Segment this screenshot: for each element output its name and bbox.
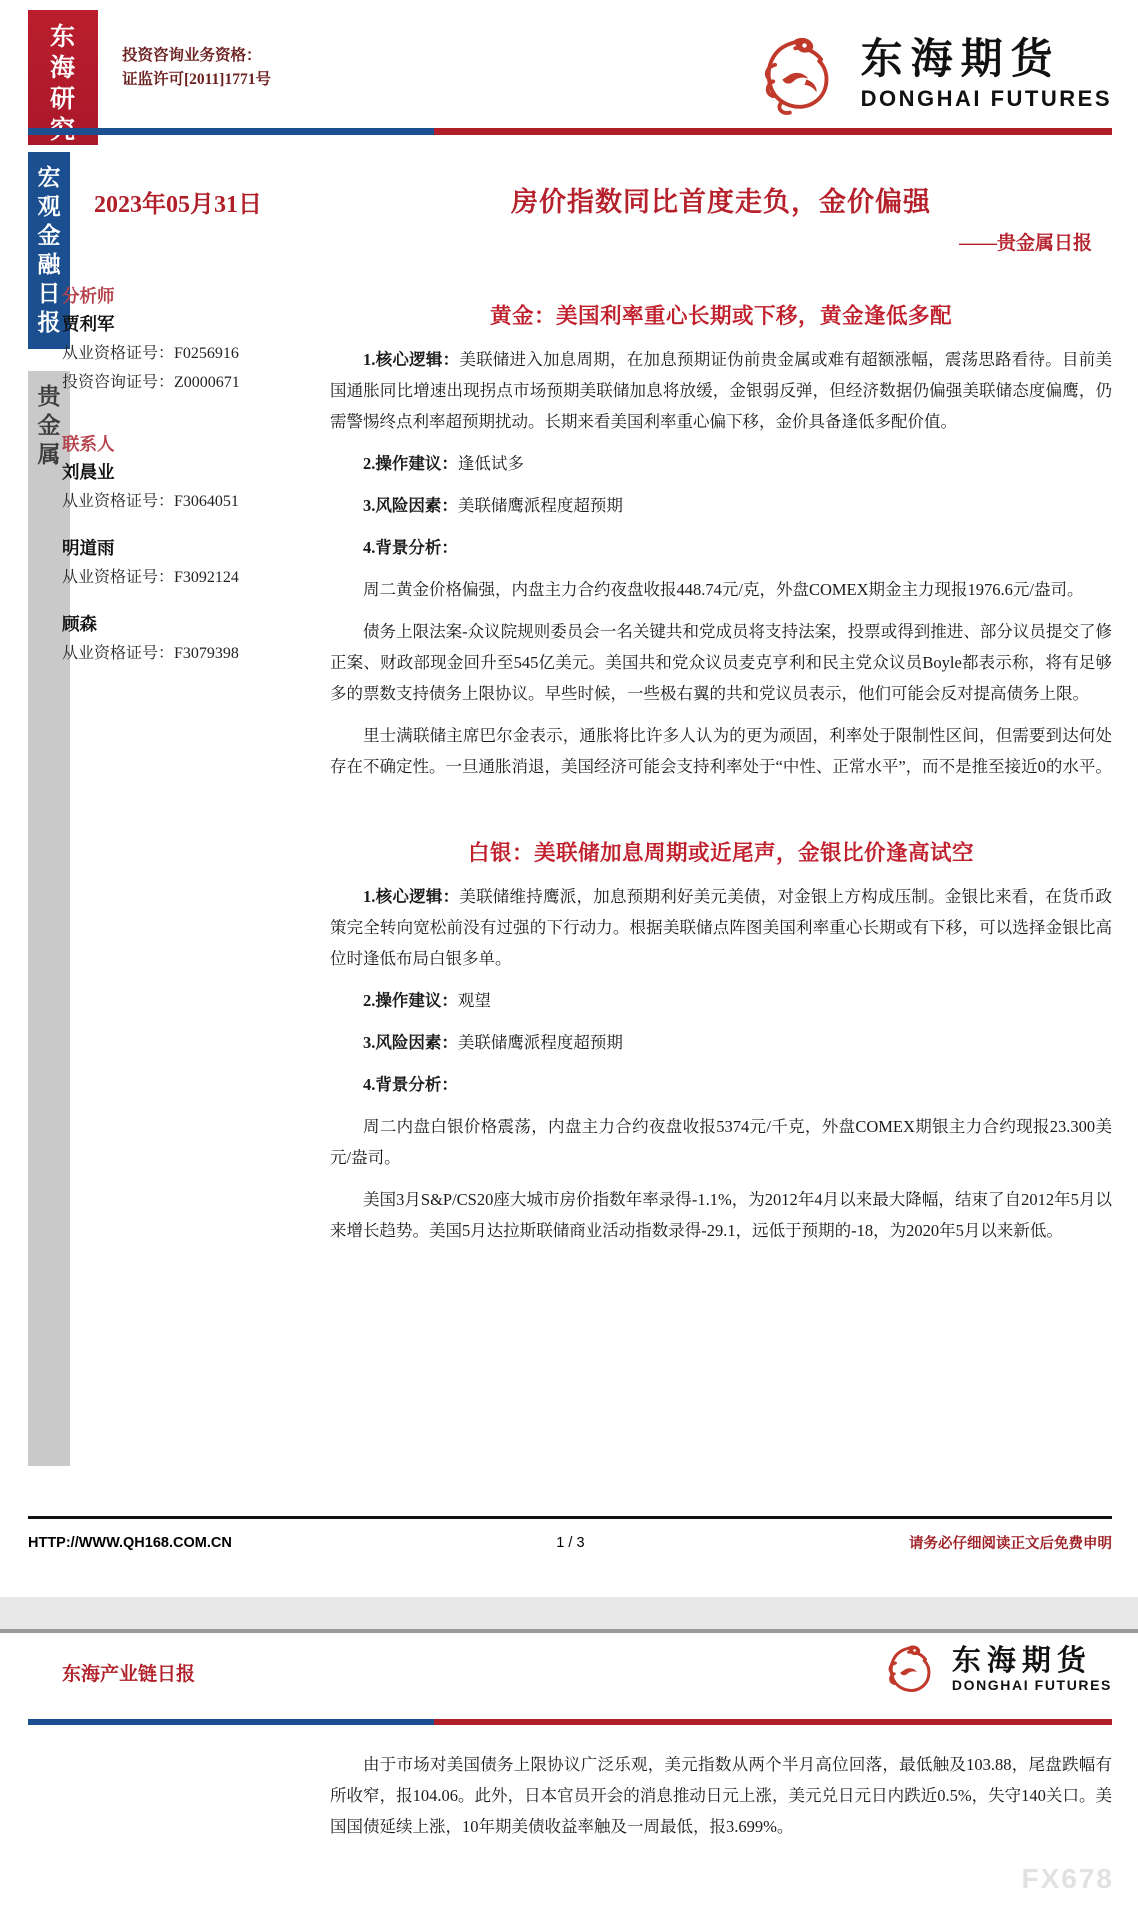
contact-cert-2: 从业资格证号：F3092124 <box>62 569 239 586</box>
silver-paragraph-1 <box>330 881 1112 974</box>
contact-name-1: 刘晨业 <box>62 462 115 482</box>
silver-label-operation: 2.操作建议： <box>363 991 458 1010</box>
silver-text-operation: 观望 <box>457 991 491 1010</box>
dragon-logo-icon-small <box>880 1639 942 1699</box>
gold-paragraph-3 <box>330 490 1112 521</box>
rule-blue <box>28 128 434 135</box>
gold-label-risk: 3.风险因素： <box>363 496 458 515</box>
gold-text-core-logic: 美联储进入加息周期，在加息预期证伪前贵金属或难有超额涨幅，震荡思路看待。目前美国通胀同比增速出现拐点市场预期美联储加息将放缓，金银弱反弹，但经济数据仍偏强美联储态度偏鹰，仍需警惕终点利率超预期扰动。长期来看美国利率重心偏下移，金价具备逢低多配价值。 <box>330 350 1113 431</box>
contact-name-3: 顾森 <box>62 614 97 634</box>
qualification-block <box>122 44 271 92</box>
contacts-group <box>62 431 312 668</box>
dragon-logo-icon <box>751 28 847 120</box>
rail-blue-char-3: 金 <box>37 223 61 248</box>
contact-person-2 <box>62 534 312 592</box>
qualification-line-1: 投资咨询业务资格： <box>122 47 262 64</box>
page2-header-rules <box>0 1719 1138 1729</box>
gold-label-background: 4.背景分析： <box>363 538 458 557</box>
silver-text-core-logic: 美联储维持鹰派，加息预期利好美元美债，对金银上方构成压制。金银比来看，在货币政策完全转向宽松前没有过强的下行动力。根据美联储点阵图美国利率重心长期或有下移，可以选择金银比高位时逢低布局白银多单。 <box>330 887 1113 968</box>
silver-label-risk: 3.风险因素： <box>363 1033 458 1052</box>
page2-brand-lockup <box>880 1639 1112 1699</box>
contact-cert-1: 从业资格证号：F3064051 <box>62 493 239 510</box>
rail-grey-char-3: 属 <box>37 442 61 467</box>
gold-text-operation: 逢低试多 <box>457 454 524 473</box>
contacts-role-label: 联系人 <box>62 434 115 454</box>
document-title: 房价指数同比首度走负，金价偏强 <box>511 187 931 217</box>
footer-page-number: 1 / 3 <box>556 1534 585 1551</box>
analyst-name: 贾利军 <box>62 314 115 334</box>
contributors-block <box>62 283 312 702</box>
silver-paragraph-5: 周二内盘白银价格震荡，内盘主力合约夜盘收报5374元/千克，外盘COMEX期银主力合约现报23.300美元/盎司。 <box>330 1117 1112 1167</box>
footer-disclaimer-note: 请务必仔细阅读正文后免费申明 <box>909 1536 1112 1552</box>
silver-label-background: 4.背景分析： <box>363 1075 458 1094</box>
page-body <box>0 140 1138 1440</box>
gold-paragraph-5: 周二黄金价格偏强，内盘主力合约夜盘收报448.74元/克，外盘COMEX期金主力现报1976.6元/盎司。 <box>363 580 1084 599</box>
qualification-line-2: 证监许可[2011]1771号 <box>122 71 271 88</box>
silver-paragraph-4 <box>330 1069 1112 1100</box>
brand-lockup <box>751 28 1112 120</box>
page2-body <box>330 1749 1112 1850</box>
page-footer <box>28 1532 1112 1553</box>
silver-paragraph-2 <box>330 985 1112 1016</box>
rail-blue-char-4: 融 <box>37 252 61 277</box>
page2-series-title: 东海产业链日报 <box>62 1664 196 1685</box>
analyst-cert-practice: 从业资格证号：F0256916 <box>62 345 239 362</box>
gold-paragraph-2 <box>330 448 1112 479</box>
watermark-fx678: FX678 <box>1021 1863 1114 1894</box>
page-break-gap <box>0 1597 1138 1633</box>
contact-cert-3: 从业资格证号：F3079398 <box>62 645 239 662</box>
gold-paragraph-6: 债务上限法案-众议院规则委员会一名关键共和党成员将支持法案，投票或得到推进、部分议员提交了修正案、财政部现金回升至545亿美元。美国共和党众议员麦克亨利和民主党众议员Boyle都表示称，将有足够多的票数支持债务上限协议。早些时候，一些极右翼的共和党议员表示，他们可能会反对提高债务上限。 <box>330 622 1112 703</box>
silver-text-risk: 美联储鹰派程度超预期 <box>457 1033 623 1052</box>
silver-label-core-logic: 1.核心逻辑： <box>363 887 460 906</box>
contact-person-3 <box>62 610 312 668</box>
page2-brand-names <box>952 1645 1112 1693</box>
research-badge-char-1: 东 <box>49 24 76 51</box>
analyst-group <box>62 283 312 397</box>
page2-rule-blue <box>28 1719 434 1725</box>
page2-masthead <box>0 1633 1138 1719</box>
rail-blue-char-5: 日 <box>37 281 61 306</box>
report-page-2 <box>0 1633 1138 1905</box>
analyst-cert-advisory: 投资咨询证号：Z0000671 <box>62 374 240 391</box>
header-rules <box>0 128 1138 140</box>
analyst-role-label: 分析师 <box>62 286 115 306</box>
gold-text-risk: 美联储鹰派程度超预期 <box>457 496 623 515</box>
brand-names <box>861 36 1112 112</box>
brand-name-cn: 东海期货 <box>860 37 1061 83</box>
gold-label-core-logic: 1.核心逻辑： <box>363 350 460 369</box>
silver-paragraph-3 <box>330 1027 1112 1058</box>
section-heading-gold: 黄金：美国利率重心长期或下移，黄金逢低多配 <box>489 304 952 328</box>
page2-brand-name-en: DONGHAI FUTURES <box>951 1677 1112 1693</box>
contact-name-2: 明道雨 <box>62 538 115 558</box>
research-badge-char-3: 研 <box>49 86 76 113</box>
rail-blue-char-6: 报 <box>37 310 61 335</box>
document-subtitle: ——贵金属日报 <box>958 233 1092 254</box>
brand-name-en: DONGHAI FUTURES <box>860 86 1112 111</box>
rail-grey-char-1: 贵 <box>37 384 61 409</box>
masthead <box>0 0 1138 128</box>
rule-red <box>434 128 1112 135</box>
page2-brand-name-cn: 东海期货 <box>951 1645 1092 1677</box>
rail-blue-char-1: 宏 <box>37 165 61 190</box>
research-badge-char-2: 海 <box>49 55 76 82</box>
page2-rule-red <box>434 1719 1112 1725</box>
research-badge <box>28 10 98 145</box>
contact-person-1 <box>62 458 312 516</box>
gold-paragraph-1 <box>330 344 1112 437</box>
silver-paragraph-6: 美国3月S&P/CS20座大城市房价指数年率录得-1.1%，为2012年4月以来最大降幅，结束了自2012年5月以来增长趋势。美国5月达拉斯联储商业活动指数录得-29.1，远低于预期的-18，为2020年5月以来新低。 <box>330 1190 1112 1240</box>
gold-paragraph-7: 里士满联储主席巴尔金表示，通胀将比许多人认为的更为顽固，利率处于限制性区间，但需要到达何处存在不确定性。一旦通胀消退，美国经济可能会支持利率处于“中性、正常水平”，而不是推至接近0的水平。 <box>330 726 1112 776</box>
gold-paragraph-4 <box>330 532 1112 563</box>
footer-website-url[interactable]: HTTP://WWW.QH168.COM.CN <box>28 1534 232 1551</box>
gold-label-operation: 2.操作建议： <box>363 454 458 473</box>
title-row <box>94 140 1112 226</box>
rail-grey-char-2: 金 <box>37 413 61 438</box>
page2-paragraph-1: 由于市场对美国债务上限协议广泛乐观，美元指数从两个半月高位回落，最低触及103.88，尾盘跌幅有所收窄，报104.06。此外，日本官员开会的消息推动日元上涨，美元兑日元日内跌近0.5%，失守140关口。美国国债延续上涨，10年期美债收益率触及一周最低，报3.699%。 <box>330 1755 1112 1836</box>
document-date: 2023年05月31日 <box>94 192 262 218</box>
section-heading-silver: 白银：美联储加息周期或近尾声，金银比价逢高试空 <box>467 841 974 865</box>
footer-divider <box>28 1516 1112 1519</box>
rail-blue-char-2: 观 <box>37 194 61 219</box>
